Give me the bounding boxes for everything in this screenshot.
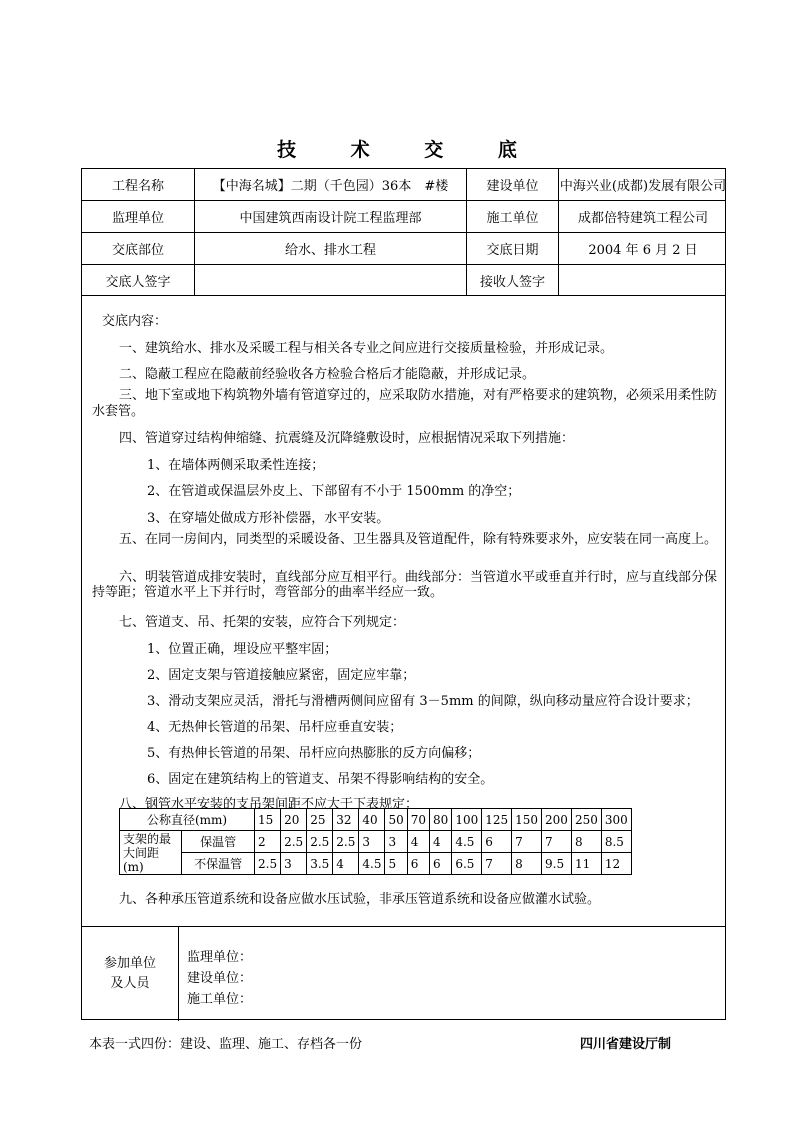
row-label-insulated: 保温管 <box>182 831 255 853</box>
diameter-cell: 40 <box>359 809 385 831</box>
content-item: 三、地下室或地下构筑物外墙有管道穿过的，应采取防水措施，对有严格要求的建筑物，必须采用柔性防水套管。 <box>92 388 718 419</box>
spacing-cell: 6 <box>407 853 429 875</box>
spacing-cell: 4.5 <box>452 831 482 853</box>
content-item: 1、在墙体两侧采取柔性连接； <box>147 458 325 473</box>
table-row <box>120 809 632 831</box>
content-item: 九、各种承压管道系统和设备应做水压试验，非承压管道系统和设备应做灌水试验。 <box>119 892 601 907</box>
diameter-cell: 15 <box>255 809 281 831</box>
spacing-cell: 3.5 <box>307 853 333 875</box>
spacing-cell: 3 <box>359 831 385 853</box>
spacing-cell: 6.5 <box>452 853 482 875</box>
spacing-cell: 4 <box>430 831 452 853</box>
header-row-supervision <box>82 201 725 233</box>
value-supervision-unit: 中国建筑西南设计院工程监理部 <box>195 201 467 232</box>
content-item: 五、在同一房间内，同类型的采暖设备、卫生器具及管道配件，除有特殊要求外，应安装在同一高度上。 <box>119 532 718 547</box>
support-spacing-table <box>119 808 632 875</box>
value-disclosure-part: 给水、排水工程 <box>195 233 467 264</box>
row-label-uninsulated: 不保温管 <box>182 853 255 875</box>
content-item: 4、无热伸长管道的吊架、吊杆应垂直安装； <box>147 720 403 735</box>
content-item: 2、固定支架与管道接触应紧密，固定应牢靠； <box>147 668 416 683</box>
value-contractor: 成都倍特建筑工程公司 <box>577 211 708 226</box>
diameter-cell: 300 <box>601 809 631 831</box>
value-construction-unit: 中海兴业(成都)发展有限公司 <box>559 179 727 194</box>
spacing-cell: 4 <box>333 853 359 875</box>
spacing-cell: 7 <box>482 853 512 875</box>
page-title: 技 术 交 底 <box>277 139 541 161</box>
participants-label <box>82 926 179 1021</box>
content-item: 七、管道支、吊、托架的安装，应符合下列规定： <box>119 615 406 630</box>
label-supervision-unit: 监理单位 <box>82 201 195 232</box>
spacing-cell: 2.5 <box>255 853 281 875</box>
spacing-cell: 6 <box>430 853 452 875</box>
participants-section <box>82 926 725 1021</box>
label-discloser-signature: 交底人签字 <box>82 265 195 295</box>
spacing-cell: 2.5 <box>307 831 333 853</box>
spacing-cell: 3 <box>385 831 407 853</box>
content-item: 2、在管道或保温层外皮上、下部留有不小于 1500mm 的净空； <box>147 484 521 499</box>
spacing-cell: 4.5 <box>359 853 385 875</box>
label-project-name: 工程名称 <box>82 169 195 200</box>
diameter-cell: 70 <box>407 809 429 831</box>
footer-copies-note: 本表一式四份：建设、监理、施工、存档各一份 <box>89 1037 363 1052</box>
diameter-cell: 50 <box>385 809 407 831</box>
value-project-name: 【中海名城】二期（千色园）36本 #楼 <box>195 169 467 200</box>
content-item: 二、隐蔽工程应在隐蔽前经验收各方检验合格后才能隐蔽，并形成记录。 <box>119 367 536 382</box>
table-row <box>120 853 632 875</box>
content-item: 6、固定在建筑结构上的管道支、吊架不得影响结构的安全。 <box>147 772 494 787</box>
diameter-header: 公称直径(mm) <box>120 809 255 831</box>
spacing-cell: 8 <box>571 831 601 853</box>
spacing-cell: 2.5 <box>333 831 359 853</box>
sign-construction: 建设单位： <box>187 971 253 986</box>
diameter-cell: 20 <box>281 809 307 831</box>
spacing-cell: 8 <box>512 853 542 875</box>
participants-label-line2: 及人员 <box>110 975 150 991</box>
content-item: 3、在穿墙处做成方形补偿器，水平安装。 <box>147 511 390 526</box>
diameter-cell: 250 <box>571 809 601 831</box>
label-disclosure-date: 交底日期 <box>467 233 559 264</box>
diameter-cell: 200 <box>542 809 572 831</box>
diameter-cell: 25 <box>307 809 333 831</box>
spacing-cell: 3 <box>281 853 307 875</box>
content-item: 一、建筑给水、排水及采暖工程与相关各专业之间应进行交接质量检验，并形成记录。 <box>119 341 614 356</box>
diameter-cell: 80 <box>430 809 452 831</box>
content-item: 四、管道穿过结构伸缩缝、抗震缝及沉降缝敷设时，应根据情况采取下列措施： <box>119 431 575 446</box>
diameter-cell: 150 <box>512 809 542 831</box>
sign-supervision: 监理单位： <box>187 950 253 965</box>
spacing-cell: 8.5 <box>601 831 631 853</box>
header-row-part <box>82 233 725 265</box>
content-item: 六、明装管道成排安装时，直线部分应互相平行。曲线部分：当管道水平或垂直并行时，应与直线部分保持等距；管道水平上下并行时，弯管部分的曲率半经应一致。 <box>92 570 718 600</box>
header-row-signature <box>82 265 725 296</box>
spacing-cell: 11 <box>571 853 601 875</box>
label-contractor: 施工单位 <box>467 201 559 232</box>
participants-label-line1: 参加单位 <box>103 955 156 971</box>
diameter-cell: 125 <box>482 809 512 831</box>
disclosure-form <box>81 168 726 1020</box>
value-disclosure-date: 2004 年 6 月 2 日 <box>588 243 698 258</box>
spacing-cell: 4 <box>407 831 429 853</box>
content-item: 1、位置正确，埋设应平整牢固； <box>147 642 338 657</box>
spacing-cell: 7 <box>542 831 572 853</box>
content-item: 3、滑动支架应灵活，滑托与滑槽两侧间应留有 3－5mm 的间隙，纵向移动量应符合设计要求； <box>147 694 699 709</box>
label-disclosure-part: 交底部位 <box>82 233 195 264</box>
max-spacing-label: 支架的最大间距(m) <box>120 831 182 875</box>
diameter-cell: 32 <box>333 809 359 831</box>
spacing-cell: 6 <box>482 831 512 853</box>
spacing-cell: 9.5 <box>542 853 572 875</box>
diameter-cell: 100 <box>452 809 482 831</box>
sign-contractor: 施工单位： <box>187 992 253 1007</box>
value-discloser-signature <box>195 265 467 295</box>
spacing-cell: 12 <box>601 853 631 875</box>
disclosure-content <box>82 296 725 927</box>
content-heading: 交底内容： <box>102 314 168 329</box>
label-receiver-signature: 接收人签字 <box>467 265 559 295</box>
spacing-cell: 5 <box>385 853 407 875</box>
content-item: 5、有热伸长管道的吊架、吊杆应向热膨胀的反方向偏移； <box>147 746 481 761</box>
label-construction-unit: 建设单位 <box>467 169 559 200</box>
spacing-cell: 2.5 <box>281 831 307 853</box>
value-receiver-signature <box>559 265 727 295</box>
content-item: 八、钢管水平安装的支吊架间距不应大于下表规定： <box>119 797 419 812</box>
spacing-cell: 7 <box>512 831 542 853</box>
footer-issuer: 四川省建设厅制 <box>580 1037 672 1052</box>
table-row <box>120 831 632 853</box>
header-row-project <box>82 169 725 201</box>
spacing-cell: 2 <box>255 831 281 853</box>
